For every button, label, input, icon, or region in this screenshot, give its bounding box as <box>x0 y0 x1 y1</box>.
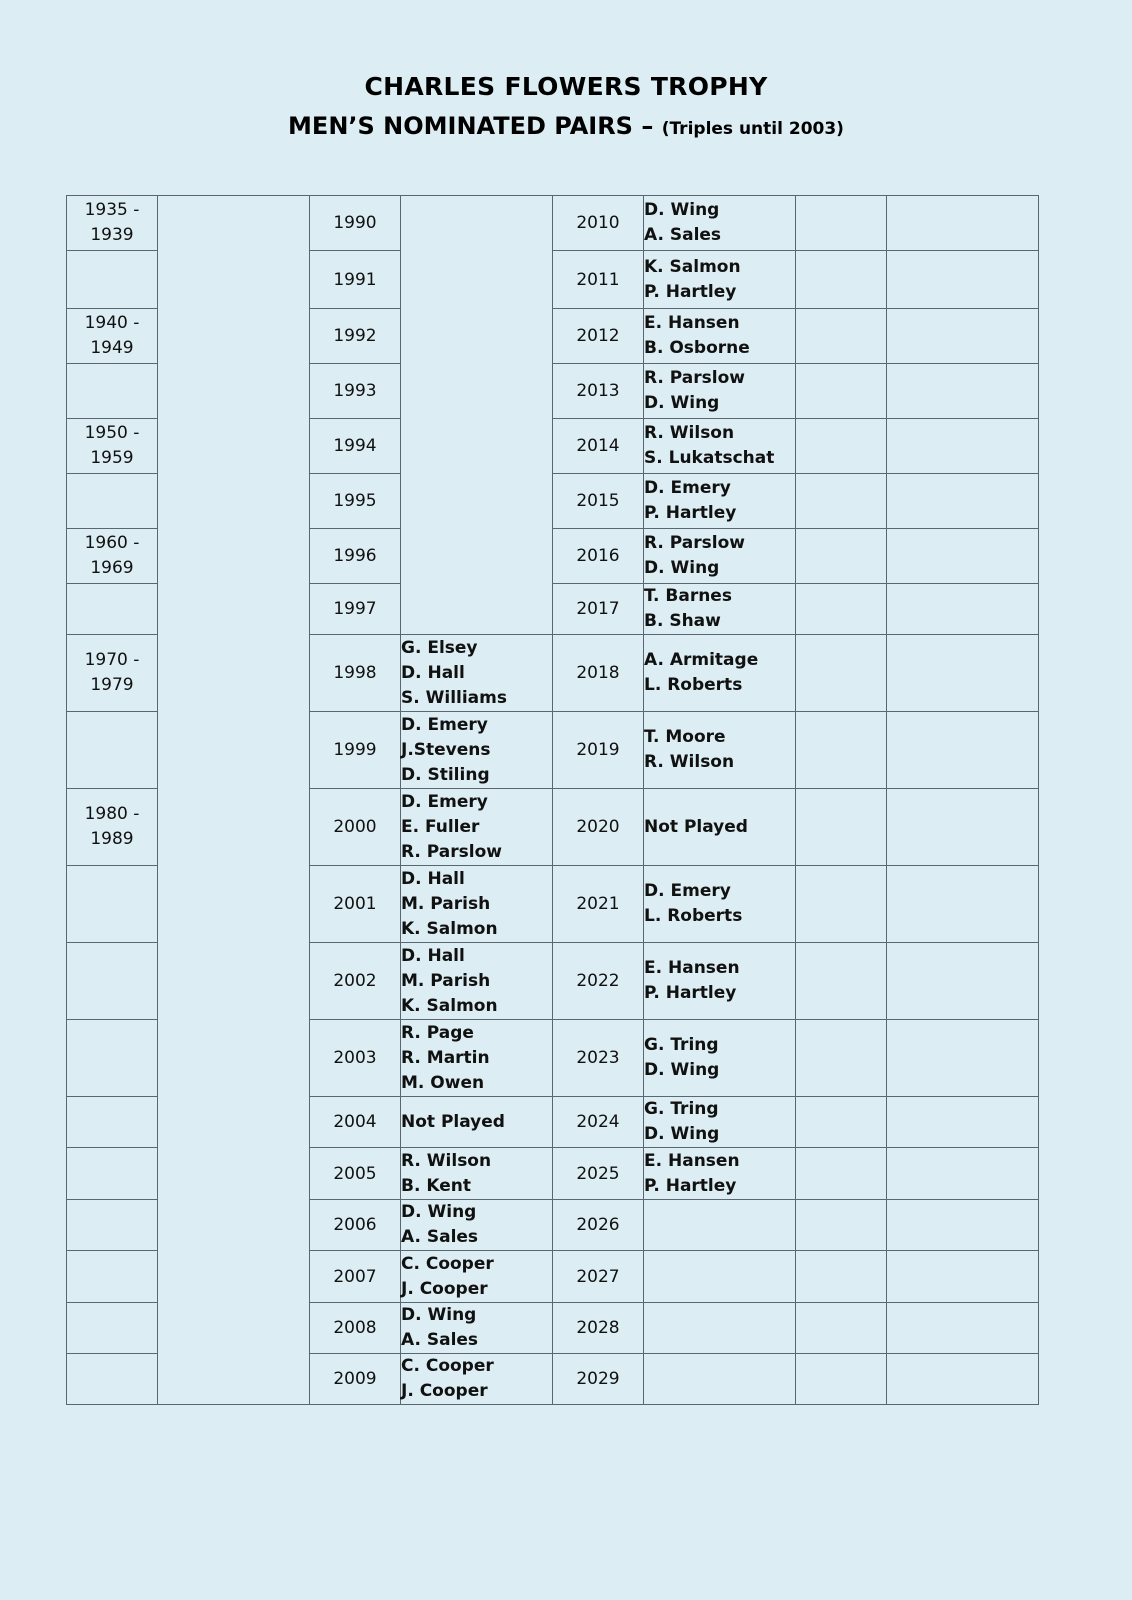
cell-line: S. Lukatschat <box>644 448 775 468</box>
year-cell: 2026 <box>553 1200 644 1251</box>
empty-cell <box>887 789 1039 866</box>
empty-cell <box>887 474 1039 529</box>
empty-cell <box>796 712 887 789</box>
year-cell: 2004 <box>310 1097 401 1148</box>
decade-cell <box>67 1148 158 1200</box>
year-cell: 1998 <box>310 635 401 712</box>
year-cell: 2011 <box>553 251 644 309</box>
year-cell: 2024 <box>553 1097 644 1148</box>
cell-line: S. Williams <box>401 687 507 708</box>
cell-line: D. Wing <box>644 393 720 413</box>
year-cell: 2000 <box>310 789 401 866</box>
cell-line: D. Emery <box>401 791 488 812</box>
page-title: CHARLES FLOWERS TROPHY <box>364 72 768 101</box>
cell-line: K. Salmon <box>644 256 741 277</box>
cell-line: P. Hartley <box>644 503 737 523</box>
year-cell: 2028 <box>553 1303 644 1354</box>
decade-cell <box>67 789 158 866</box>
year-cell: 2009 <box>310 1354 401 1405</box>
empty-cell <box>796 474 887 529</box>
cell-line: B. Shaw <box>644 611 721 631</box>
winners-cell <box>644 943 796 1020</box>
cell-line: Not Played <box>401 1111 505 1132</box>
table-row <box>67 196 1039 251</box>
empty-cell <box>796 251 887 309</box>
decade-cell <box>67 251 158 309</box>
cell-line: B. Kent <box>401 1175 471 1196</box>
empty-cell <box>887 866 1039 943</box>
cell-line: R. Wilson <box>644 423 735 443</box>
cell-line: D. Emery <box>644 881 731 901</box>
cell-line: 1949 <box>90 338 134 358</box>
cell-line: J.Stevens <box>401 739 491 760</box>
year-cell: 2018 <box>553 635 644 712</box>
cell-line: D. Wing <box>644 558 720 578</box>
cell-line: B. Osborne <box>644 338 750 358</box>
winners-cell <box>401 1251 553 1303</box>
year-cell: 2017 <box>553 584 644 635</box>
cell-line: G. Tring <box>644 1099 719 1119</box>
year-cell: 2014 <box>553 419 644 474</box>
cell-line: L. Roberts <box>644 675 743 695</box>
winners-cell <box>644 196 796 251</box>
cell-line: D. Hall <box>401 662 465 683</box>
empty-cell <box>796 1020 887 1097</box>
empty-cell <box>796 1148 887 1200</box>
cell-line: R. Martin <box>401 1047 490 1068</box>
year-cell: 2006 <box>310 1200 401 1251</box>
early-winners-cell <box>158 196 310 1405</box>
empty-cell <box>796 635 887 712</box>
cell-line: D. Wing <box>644 200 720 220</box>
winners-cell <box>401 1200 553 1251</box>
cell-line: Not Played <box>644 816 748 837</box>
empty-cell <box>796 789 887 866</box>
winners-cell <box>401 1020 553 1097</box>
cell-line: 1960 - <box>84 533 140 553</box>
cell-line: D. Wing <box>644 1124 720 1144</box>
decade-cell <box>67 943 158 1020</box>
empty-cell <box>887 364 1039 419</box>
winners-cell <box>644 309 796 364</box>
empty-cell <box>887 584 1039 635</box>
cell-line: 1989 <box>90 829 134 849</box>
cell-line: 1950 - <box>84 423 140 443</box>
year-cell: 1994 <box>310 419 401 474</box>
winners-cell <box>644 529 796 584</box>
winners-cell <box>644 364 796 419</box>
empty-cell <box>887 1303 1039 1354</box>
empty-cell <box>796 584 887 635</box>
cell-line: 1980 - <box>84 804 140 824</box>
decade-cell <box>67 1251 158 1303</box>
winners-cell <box>644 1200 796 1251</box>
winners-cell <box>644 1303 796 1354</box>
empty-cell <box>887 1148 1039 1200</box>
winners-cell <box>644 789 796 866</box>
winners-cell <box>401 789 553 866</box>
year-cell: 2029 <box>553 1354 644 1405</box>
year-cell: 2027 <box>553 1251 644 1303</box>
cell-line: 1969 <box>90 558 134 578</box>
year-cell: 2015 <box>553 474 644 529</box>
year-cell: 1993 <box>310 364 401 419</box>
decade-cell <box>67 1020 158 1097</box>
cell-line: R. Page <box>401 1022 474 1043</box>
cell-line: A. Sales <box>401 1330 479 1350</box>
decade-cell <box>67 584 158 635</box>
decade-cell <box>67 529 158 584</box>
cell-line: 1935 - <box>84 200 140 220</box>
winners-cell-1990-1997 <box>401 196 553 635</box>
cell-line: M. Parish <box>401 970 491 991</box>
cell-line: K. Salmon <box>401 995 498 1016</box>
empty-cell <box>796 1251 887 1303</box>
year-cell: 2019 <box>553 712 644 789</box>
winners-cell <box>401 712 553 789</box>
empty-cell <box>796 1303 887 1354</box>
cell-line: D. Stiling <box>401 764 490 785</box>
year-cell: 1990 <box>310 196 401 251</box>
empty-cell <box>796 943 887 1020</box>
cell-line: D. Emery <box>644 478 731 498</box>
cell-line: K. Salmon <box>401 918 498 939</box>
empty-cell <box>887 635 1039 712</box>
decade-cell <box>67 635 158 712</box>
cell-line: R. Parslow <box>644 533 745 553</box>
cell-line: E. Hansen <box>644 958 740 978</box>
winners-cell <box>644 1020 796 1097</box>
cell-line: M. Parish <box>401 893 491 914</box>
empty-cell <box>796 419 887 474</box>
winners-cell <box>644 712 796 789</box>
cell-line: D. Wing <box>401 1202 477 1222</box>
year-cell: 2005 <box>310 1148 401 1200</box>
cell-line: A. Armitage <box>644 650 759 670</box>
cell-line: P. Hartley <box>644 1175 737 1196</box>
cell-line: R. Parslow <box>401 841 502 862</box>
cell-line: T. Moore <box>644 727 726 747</box>
decade-cell <box>67 364 158 419</box>
cell-line: P. Hartley <box>644 281 737 302</box>
cell-line: A. Sales <box>644 225 722 245</box>
winners-cell <box>401 635 553 712</box>
year-cell: 2023 <box>553 1020 644 1097</box>
empty-cell <box>796 1097 887 1148</box>
winners-cell <box>644 419 796 474</box>
cell-line: E. Hansen <box>644 313 740 333</box>
decade-cell <box>67 712 158 789</box>
empty-cell <box>887 1200 1039 1251</box>
cell-line: L. Roberts <box>644 906 743 926</box>
empty-cell <box>887 529 1039 584</box>
subtitle-note: (Triples until 2003) <box>661 119 844 139</box>
year-cell: 2025 <box>553 1148 644 1200</box>
honours-board-table <box>66 195 1039 1405</box>
winners-cell <box>401 1303 553 1354</box>
winners-cell <box>644 1354 796 1405</box>
empty-cell <box>887 1020 1039 1097</box>
empty-cell <box>796 364 887 419</box>
year-cell: 2016 <box>553 529 644 584</box>
year-cell: 2013 <box>553 364 644 419</box>
decade-cell <box>67 474 158 529</box>
year-cell: 1995 <box>310 474 401 529</box>
cell-line: G. Tring <box>644 1035 719 1055</box>
cell-line: 1939 <box>90 225 134 245</box>
subtitle-main: MEN’S NOMINATED PAIRS – <box>288 112 662 140</box>
empty-cell <box>796 196 887 251</box>
year-cell: 2022 <box>553 943 644 1020</box>
winners-cell <box>644 251 796 309</box>
year-cell: 2020 <box>553 789 644 866</box>
year-cell: 2007 <box>310 1251 401 1303</box>
cell-line: C. Cooper <box>401 1253 494 1274</box>
empty-cell <box>796 866 887 943</box>
decade-cell <box>67 866 158 943</box>
year-cell: 2003 <box>310 1020 401 1097</box>
empty-cell <box>887 1251 1039 1303</box>
decade-cell <box>67 1097 158 1148</box>
empty-cell <box>887 196 1039 251</box>
year-cell: 2008 <box>310 1303 401 1354</box>
cell-line: D. Hall <box>401 868 465 889</box>
winners-cell <box>644 1251 796 1303</box>
winners-cell <box>644 474 796 529</box>
decade-cell <box>67 1200 158 1251</box>
year-cell: 2012 <box>553 309 644 364</box>
winners-cell <box>644 1097 796 1148</box>
cell-line: D. Wing <box>401 1305 477 1325</box>
decade-cell <box>67 1303 158 1354</box>
empty-cell <box>796 529 887 584</box>
decade-cell <box>67 309 158 364</box>
empty-cell <box>887 943 1039 1020</box>
cell-line: P. Hartley <box>644 983 737 1003</box>
empty-cell <box>887 1097 1039 1148</box>
decade-cell <box>67 419 158 474</box>
winners-cell <box>401 866 553 943</box>
cell-line: J. Cooper <box>401 1278 488 1299</box>
cell-line: E. Hansen <box>644 1150 740 1171</box>
cell-line: 1959 <box>90 448 134 468</box>
winners-cell <box>644 584 796 635</box>
cell-line: C. Cooper <box>401 1356 494 1376</box>
cell-line: R. Parslow <box>644 368 745 388</box>
winners-cell <box>644 635 796 712</box>
cell-line: R. Wilson <box>401 1150 492 1171</box>
year-cell: 1992 <box>310 309 401 364</box>
year-cell: 1991 <box>310 251 401 309</box>
cell-line: 1970 - <box>84 650 140 670</box>
cell-line: R. Wilson <box>644 752 735 772</box>
winners-cell <box>401 1354 553 1405</box>
empty-cell <box>887 309 1039 364</box>
cell-line: J. Cooper <box>401 1381 488 1401</box>
year-cell: 1999 <box>310 712 401 789</box>
cell-line: D. Wing <box>644 1060 720 1080</box>
empty-cell <box>796 1354 887 1405</box>
cell-line: A. Sales <box>401 1227 479 1247</box>
empty-cell <box>796 1200 887 1251</box>
cell-line: D. Hall <box>401 945 465 966</box>
decade-cell <box>67 1354 158 1405</box>
year-cell: 2002 <box>310 943 401 1020</box>
cell-line: D. Emery <box>401 714 488 735</box>
page-subtitle <box>0 112 1132 140</box>
cell-line: E. Fuller <box>401 816 480 837</box>
year-cell: 1997 <box>310 584 401 635</box>
empty-cell <box>796 309 887 364</box>
cell-line: 1979 <box>90 675 134 695</box>
year-cell: 2010 <box>553 196 644 251</box>
year-cell: 1996 <box>310 529 401 584</box>
winners-cell <box>401 1097 553 1148</box>
winners-cell <box>644 1148 796 1200</box>
empty-cell <box>887 1354 1039 1405</box>
empty-cell <box>887 712 1039 789</box>
cell-line: M. Owen <box>401 1072 485 1093</box>
cell-line: G. Elsey <box>401 637 478 658</box>
winners-cell <box>401 943 553 1020</box>
year-cell: 2021 <box>553 866 644 943</box>
empty-cell <box>887 251 1039 309</box>
cell-line: T. Barnes <box>644 586 732 606</box>
decade-cell <box>67 196 158 251</box>
cell-line: 1940 - <box>84 313 140 333</box>
winners-cell <box>401 1148 553 1200</box>
year-cell: 2001 <box>310 866 401 943</box>
winners-cell <box>644 866 796 943</box>
empty-cell <box>887 419 1039 474</box>
